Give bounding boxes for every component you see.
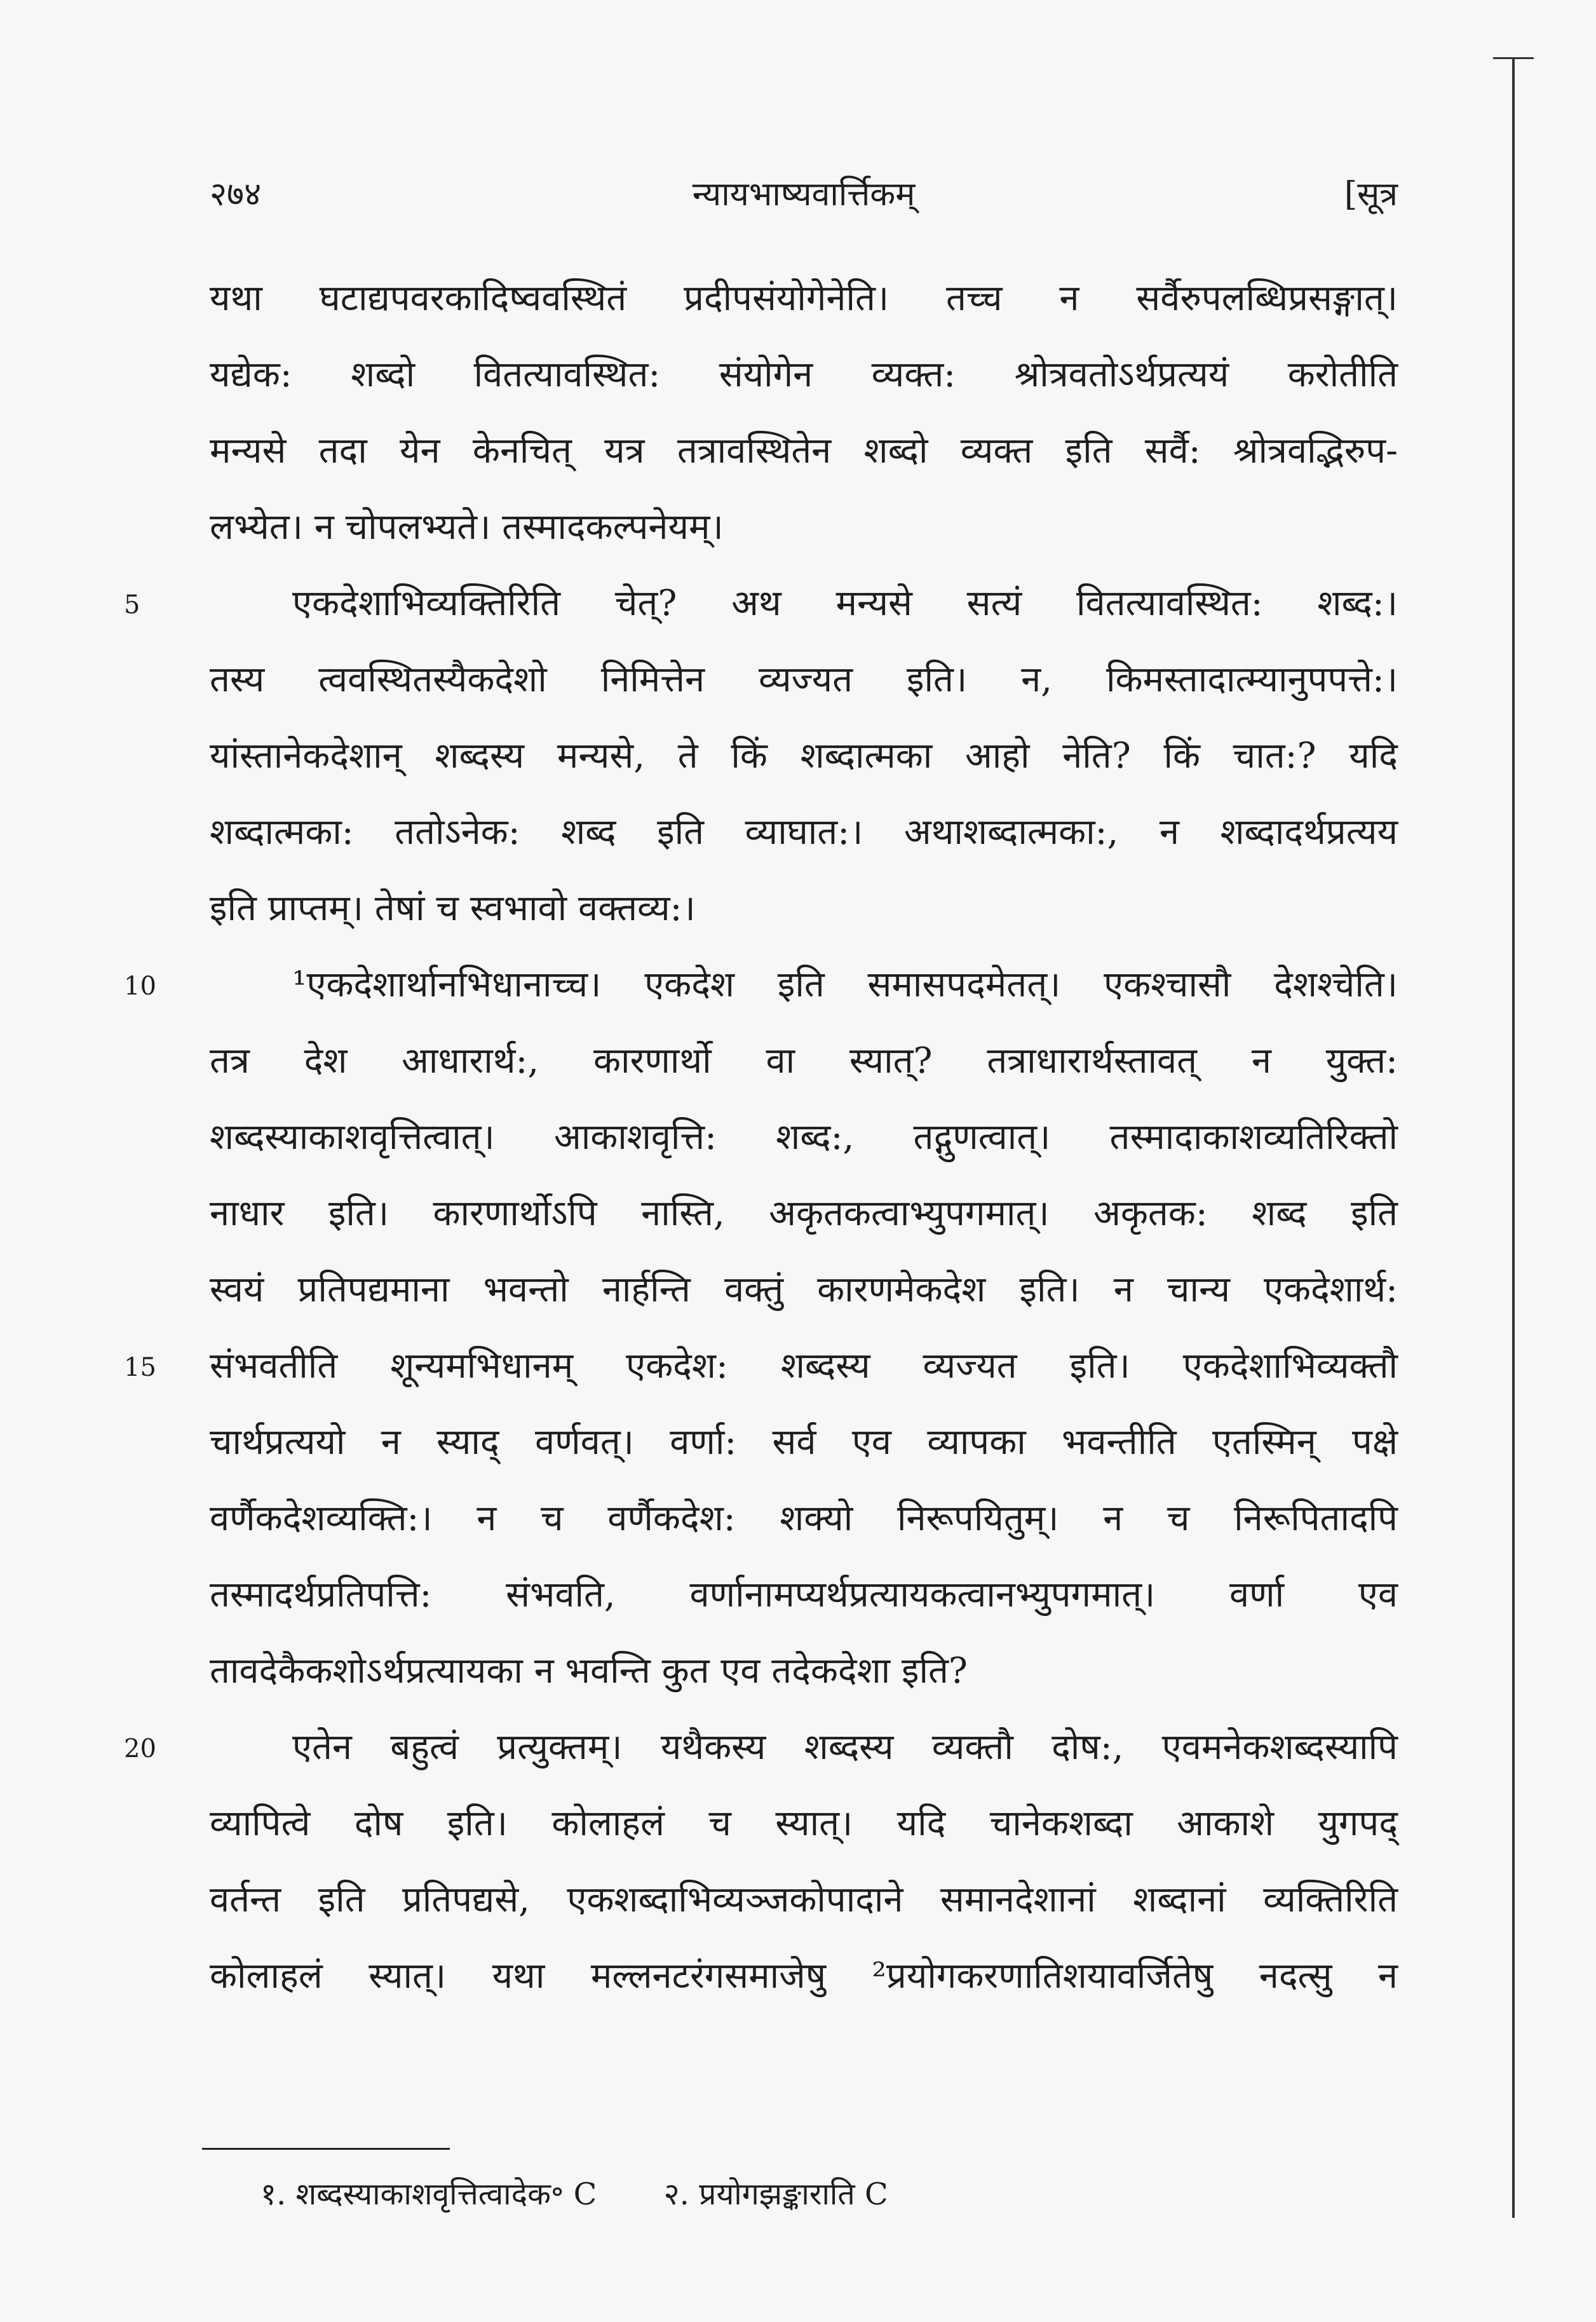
text-line-23: कोलाहलं स्यात्। यथा मल्लनटरंगसमाजेषु ²प्रयोगकरणातिशयावर्जितेषु नदत्सु न [210,1955,1398,1997]
text-line-17: वर्णैकदेशव्यक्ति:। न च वर्णैकदेश: शक्यो निरूपयितुम्। न च निरूपितादपि [210,1498,1398,1539]
text-line-14: स्वयं प्रतिपद्यमाना भवन्तो नार्हन्ति वक्तुं कारणमेकदेश इति। न चान्य एकदेशार्थ: [210,1269,1398,1310]
footnotes [260,2166,1214,2223]
line-number-15: 15 [124,1353,156,1382]
text-line-4: लभ्येत। न चोपलभ्यते। तस्मादकल्पनेयम्। [210,506,724,548]
text-line-21: व्यापित्वे दोष इति। कोलाहलं च स्यात्। यदि चानेकशब्दा आकाशे युगपद् [210,1803,1398,1844]
text-line-5: एकदेशाभिव्यक्तिरिति चेत्? अथ मन्यसे सत्यं वितत्यावस्थित: शब्द:। [292,583,1398,624]
binding-edge-line [1512,57,1515,2218]
text-line-2: यद्येक: शब्दो वितत्यावस्थित: संयोगेन व्यक्त: श्रोत्रवतोऽर्थप्रत्ययं करोतीति [210,354,1398,395]
text-line-15: संभवतीति शून्यमभिधानम् एकदेश: शब्दस्य व्यज्यत इति। एकदेशाभिव्यक्तौ [210,1345,1398,1387]
section-label: [सूत्र [1344,175,1398,214]
book-title: न्यायभाष्यवार्त्तिकम् [692,175,916,214]
text-line-8: शब्दात्मका: ततोऽनेक: शब्द इति व्याघात:। अथाशब्दात्मका:, न शब्दादर्थप्रत्यय [210,811,1398,853]
running-head [210,170,1398,227]
line-number-20: 20 [124,1734,156,1763]
text-line-19: तावदेकैकशोऽर्थप्रत्यायका न भवन्ति कुत एव तदेकदेशा इति? [210,1650,968,1692]
text-line-10: ¹एकदेशार्थानभिधानाच्च। एकदेश इति समासपदमेतत्। एकश्चासौ देशश्चेति। [292,964,1398,1005]
text-line-1: यथा घटाद्यपवरकादिष्ववस्थितं प्रदीपसंयोगेनेति। तच्च न सर्वैरुपलब्धिप्रसङ्गात्। [210,278,1398,319]
text-line-11: तत्र देश आधारार्थ:, कारणार्थो वा स्यात्? तत्राधारार्थस्तावत् न युक्त: [210,1040,1398,1082]
text-line-6: तस्य त्ववस्थितस्यैकदेशो निमित्तेन व्यज्यत इति। न, किमस्तादात्म्यानुपपत्ते:। [210,659,1398,700]
text-line-16: चार्थप्रत्ययो न स्याद् वर्णवत्। वर्णा: सर्व एव व्यापका भवन्तीति एतस्मिन् पक्षे [210,1422,1398,1463]
text-line-22: वर्तन्त इति प्रतिपद्यसे, एकशब्दाभिव्यञ्जकोपादाने समानदेशानां शब्दानां व्यक्तिरिति [210,1879,1398,1920]
line-number-5: 5 [124,590,140,620]
text-line-20: एतेन बहुत्वं प्रत्युक्तम्। यथैकस्य शब्दस्य व्यक्तौ दोष:, एवमनेकशब्दस्यापि [292,1727,1398,1768]
line-number-10: 10 [124,972,156,1001]
footnote-1: १. शब्दस्याकाशवृत्तित्वादेक॰ C [260,2176,597,2212]
page-number: २७४ [210,175,262,214]
footnote-2: २. प्रयोगझङ्काराति C [663,2176,888,2212]
text-line-18: तस्मादर्थप्रतिपत्ति: संभवति, वर्णानामप्यर्थप्रत्यायकत्वानभ्युपगमात्। वर्णा एव [210,1574,1398,1615]
text-line-12: शब्दस्याकाशवृत्तित्वात्। आकाशवृत्ति: शब्द:, तद्गुणत्वात्। तस्मादाकाशव्यतिरिक्तो [210,1117,1398,1158]
text-line-3: मन्यसे तदा येन केनचित् यत्र तत्रावस्थितेन शब्दो व्यक्त इति सर्वै: श्रोत्रवद्भिरुप- [210,430,1398,472]
text-line-9: इति प्राप्तम्। तेषां च स्वभावो वक्तव्य:। [210,888,696,929]
footnote-rule [202,2148,450,2150]
text-line-7: यांस्तानेकदेशान् शब्दस्य मन्यसे, ते किं शब्दात्मका आहो नेति? किं चात:? यदि [210,735,1398,777]
text-line-13: नाधार इति। कारणार्थोऽपि नास्ति, अकृतकत्वाभ्युपगमात्। अकृतक: शब्द इति [210,1193,1398,1234]
